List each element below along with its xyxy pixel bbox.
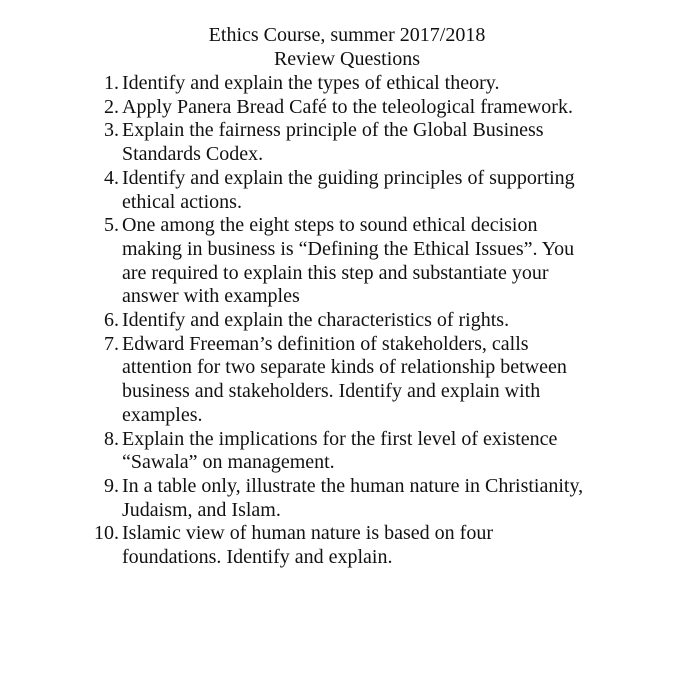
question-text-line: Standards Codex. [122, 143, 264, 166]
page-title: Ethics Course, summer 2017/2018 [208, 24, 486, 46]
question-item [102, 428, 602, 475]
question-text-line: answer with examples [122, 285, 300, 308]
question-item [102, 309, 602, 333]
question-number: 1. [104, 72, 119, 94]
question-text-line: Edward Freeman’s definition of stakeholders, calls [122, 332, 529, 355]
question-item [102, 333, 602, 428]
question-text-line: Judaism, and Islam. [122, 498, 281, 521]
question-number: 6. [104, 309, 119, 332]
question-number: 9. [104, 474, 119, 497]
question-text-line: Islamic view of human nature is based on four [122, 522, 494, 545]
question-number: 4. [104, 166, 119, 189]
question-text-line: attention for two separate kinds of relationship between [122, 356, 567, 379]
page-subtitle: Review Questions [273, 48, 421, 70]
question-text-line: Explain the fairness principle of the Global Business [122, 119, 544, 142]
question-text-line: Identify and explain the types of ethical theory. [122, 72, 500, 94]
question-item [102, 475, 602, 522]
question-text-line: “Sawala” on management. [122, 451, 335, 474]
question-text-line: Identify and explain the characteristics of rights. [122, 309, 510, 332]
question-text-line: ethical actions. [122, 190, 242, 213]
question-number: 5. [104, 214, 119, 237]
question-text-line: examples. [122, 403, 203, 426]
question-number: 7. [104, 332, 119, 355]
question-text-line: In a table only, illustrate the human nature in Christianity, [122, 474, 584, 497]
question-text-line: One among the eight steps to sound ethical decision [122, 214, 538, 237]
question-text-line: business and stakeholders. Identify and explain with [122, 380, 541, 403]
question-number: 8. [104, 427, 119, 450]
question-text-line: making in business is “Defining the Ethical Issues”. You [122, 237, 575, 260]
question-number: 10. [94, 522, 119, 545]
question-number: 3. [104, 119, 119, 142]
question-number: 2. [104, 95, 119, 118]
question-item [94, 522, 602, 569]
document-header [0, 23, 694, 71]
question-text-line: foundations. Identify and explain. [122, 546, 393, 569]
question-list [94, 72, 602, 570]
question-text-line: are required to explain this step and substantiate your [122, 261, 549, 284]
question-text-line: Identify and explain the guiding principles of supporting [122, 166, 575, 189]
question-text-line: Apply Panera Bread Café to the teleological framework. [122, 95, 573, 118]
question-item [102, 214, 602, 309]
question-text-line: Explain the implications for the first level of existence [122, 427, 558, 450]
question-item [102, 72, 602, 96]
question-item [102, 119, 602, 166]
question-item [102, 167, 602, 214]
question-item [102, 96, 602, 120]
